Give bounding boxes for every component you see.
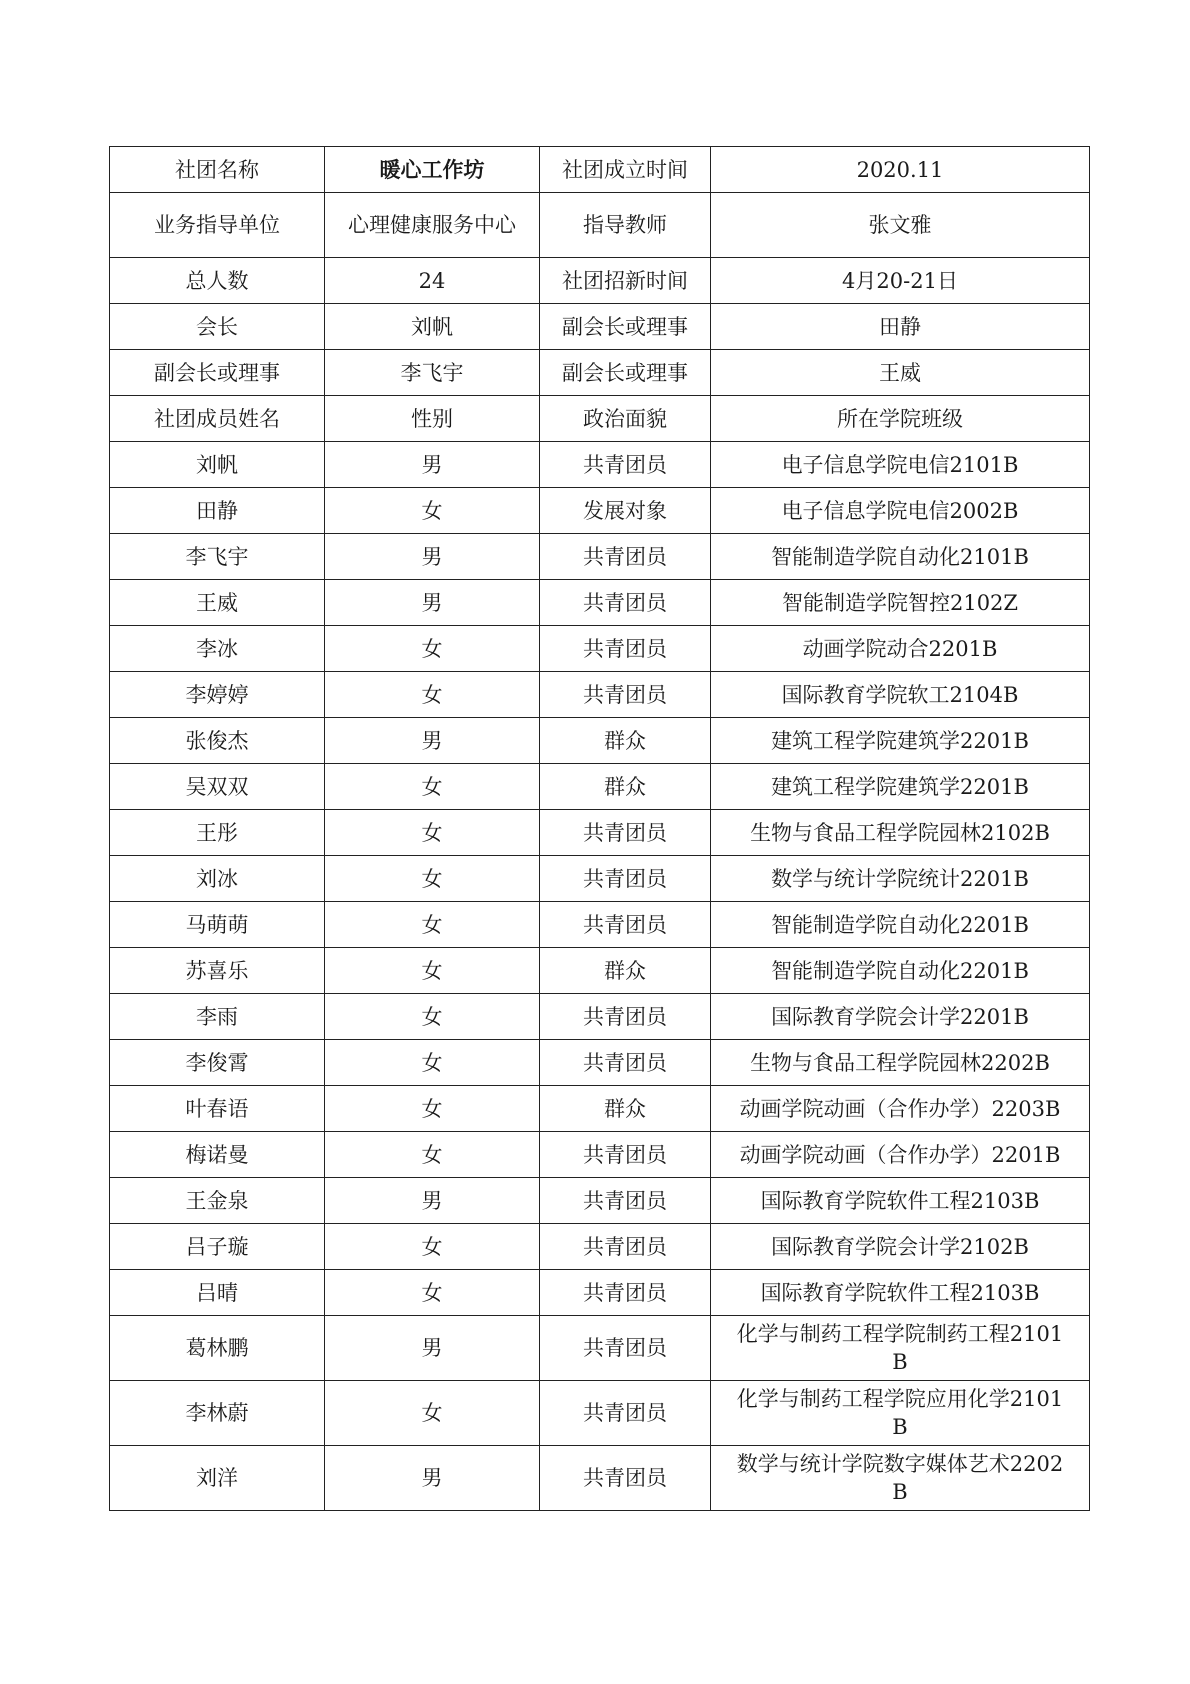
member-college-class-cell <box>711 1446 1090 1511</box>
members-header-row <box>110 396 1090 442</box>
member-row <box>110 1381 1090 1446</box>
unit-label: 业务指导单位 <box>110 193 325 258</box>
vp-value: 田静 <box>711 304 1090 350</box>
member-political-status: 群众 <box>540 948 711 994</box>
member-name: 吕晴 <box>110 1270 325 1316</box>
member-college-class: 国际教育学院软件工程2103B <box>711 1270 1090 1316</box>
member-gender: 男 <box>325 1178 540 1224</box>
member-college-class-cell <box>711 1381 1090 1446</box>
member-row <box>110 764 1090 810</box>
vp-value: 李飞宇 <box>325 350 540 396</box>
member-gender: 女 <box>325 1270 540 1316</box>
member-political-status: 共青团员 <box>540 534 711 580</box>
header-gender: 性别 <box>325 396 540 442</box>
member-name: 梅诺曼 <box>110 1132 325 1178</box>
member-name: 李冰 <box>110 626 325 672</box>
info-row-club <box>110 147 1090 193</box>
member-political-status: 发展对象 <box>540 488 711 534</box>
unit-value: 心理健康服务中心 <box>348 213 516 237</box>
member-gender: 女 <box>325 1132 540 1178</box>
member-row <box>110 672 1090 718</box>
member-college-class: 电子信息学院电信2101B <box>711 442 1090 488</box>
member-political-status: 群众 <box>540 1086 711 1132</box>
recruit-label: 社团招新时间 <box>540 258 711 304</box>
member-college-class: 智能制造学院智控2102Z <box>711 580 1090 626</box>
info-row-leaders-1 <box>110 304 1090 350</box>
member-row <box>110 1270 1090 1316</box>
member-political-status: 共青团员 <box>540 810 711 856</box>
total-value: 24 <box>325 258 540 304</box>
member-gender: 女 <box>325 1224 540 1270</box>
member-college-class: 化学与制药工程学院应用化学2101B <box>736 1387 1064 1439</box>
member-name: 王彤 <box>110 810 325 856</box>
member-college-class: 建筑工程学院建筑学2201B <box>711 718 1090 764</box>
member-name: 王金泉 <box>110 1178 325 1224</box>
member-political-status: 共青团员 <box>540 994 711 1040</box>
member-name: 苏喜乐 <box>110 948 325 994</box>
vp-label: 副会长或理事 <box>110 350 325 396</box>
member-political-status: 共青团员 <box>540 1224 711 1270</box>
member-row <box>110 1178 1090 1224</box>
member-political-status: 共青团员 <box>540 672 711 718</box>
president-label: 会长 <box>110 304 325 350</box>
member-row <box>110 1132 1090 1178</box>
club-name-value: 暖心工作坊 <box>325 147 540 193</box>
member-college-class: 数学与统计学院数字媒体艺术2202B <box>736 1452 1064 1504</box>
member-row <box>110 718 1090 764</box>
member-college-class: 国际教育学院会计学2201B <box>711 994 1090 1040</box>
teacher-value: 张文雅 <box>711 193 1090 258</box>
member-political-status: 共青团员 <box>540 1270 711 1316</box>
member-political-status: 共青团员 <box>540 626 711 672</box>
member-college-class: 国际教育学院会计学2102B <box>711 1224 1090 1270</box>
club-roster-table <box>109 146 1090 1511</box>
member-name: 李林蔚 <box>110 1381 325 1446</box>
member-name: 吴双双 <box>110 764 325 810</box>
member-row <box>110 948 1090 994</box>
member-political-status: 共青团员 <box>540 442 711 488</box>
member-gender: 男 <box>325 718 540 764</box>
member-gender: 女 <box>325 856 540 902</box>
member-name: 李飞宇 <box>110 534 325 580</box>
member-political-status: 群众 <box>540 718 711 764</box>
founded-value: 2020.11 <box>711 147 1090 193</box>
vp-label: 副会长或理事 <box>540 350 711 396</box>
member-row <box>110 488 1090 534</box>
teacher-label: 指导教师 <box>540 193 711 258</box>
member-gender: 女 <box>325 626 540 672</box>
member-row <box>110 442 1090 488</box>
member-gender: 女 <box>325 672 540 718</box>
member-gender: 女 <box>325 994 540 1040</box>
member-name: 马萌萌 <box>110 902 325 948</box>
member-college-class: 生物与食品工程学院园林2102B <box>711 810 1090 856</box>
total-label: 总人数 <box>110 258 325 304</box>
member-political-status: 共青团员 <box>540 856 711 902</box>
member-gender: 女 <box>325 948 540 994</box>
member-row <box>110 902 1090 948</box>
member-name: 刘帆 <box>110 442 325 488</box>
member-name: 葛林鹏 <box>110 1316 325 1381</box>
member-row <box>110 534 1090 580</box>
member-college-class: 动画学院动合2201B <box>711 626 1090 672</box>
member-gender: 女 <box>325 488 540 534</box>
member-name: 刘冰 <box>110 856 325 902</box>
member-gender: 男 <box>325 1316 540 1381</box>
member-college-class: 生物与食品工程学院园林2202B <box>711 1040 1090 1086</box>
member-college-class: 电子信息学院电信2002B <box>711 488 1090 534</box>
member-name: 李雨 <box>110 994 325 1040</box>
member-college-class-cell <box>711 1316 1090 1381</box>
member-college-class: 数学与统计学院统计2201B <box>711 856 1090 902</box>
info-row-leaders-2 <box>110 350 1090 396</box>
member-college-class: 动画学院动画（合作办学）2203B <box>711 1086 1090 1132</box>
member-gender: 男 <box>325 534 540 580</box>
member-college-class: 动画学院动画（合作办学）2201B <box>711 1132 1090 1178</box>
club-roster-sheet <box>109 146 1089 1511</box>
member-political-status: 共青团员 <box>540 1446 711 1511</box>
member-name: 王威 <box>110 580 325 626</box>
member-row <box>110 626 1090 672</box>
member-gender: 女 <box>325 1381 540 1446</box>
info-row-unit <box>110 193 1090 258</box>
member-name: 田静 <box>110 488 325 534</box>
member-name: 张俊杰 <box>110 718 325 764</box>
member-row <box>110 1316 1090 1381</box>
member-gender: 女 <box>325 764 540 810</box>
member-college-class: 国际教育学院软件工程2103B <box>711 1178 1090 1224</box>
unit-value-cell <box>325 193 540 258</box>
member-college-class: 国际教育学院软工2104B <box>711 672 1090 718</box>
member-row <box>110 1086 1090 1132</box>
member-political-status: 群众 <box>540 764 711 810</box>
member-political-status: 共青团员 <box>540 1132 711 1178</box>
header-name: 社团成员姓名 <box>110 396 325 442</box>
member-row <box>110 856 1090 902</box>
member-political-status: 共青团员 <box>540 1178 711 1224</box>
member-college-class: 建筑工程学院建筑学2201B <box>711 764 1090 810</box>
member-political-status: 共青团员 <box>540 580 711 626</box>
member-row <box>110 810 1090 856</box>
club-name-label: 社团名称 <box>110 147 325 193</box>
member-name: 李婷婷 <box>110 672 325 718</box>
recruit-value: 4月20-21日 <box>711 258 1090 304</box>
info-row-total <box>110 258 1090 304</box>
vp-value: 王威 <box>711 350 1090 396</box>
member-political-status: 共青团员 <box>540 1040 711 1086</box>
member-name: 叶春语 <box>110 1086 325 1132</box>
member-political-status: 共青团员 <box>540 1316 711 1381</box>
member-row <box>110 994 1090 1040</box>
member-row <box>110 1446 1090 1511</box>
member-name: 李俊霄 <box>110 1040 325 1086</box>
founded-label: 社团成立时间 <box>540 147 711 193</box>
member-college-class: 智能制造学院自动化2201B <box>711 902 1090 948</box>
member-gender: 女 <box>325 902 540 948</box>
member-college-class: 智能制造学院自动化2101B <box>711 534 1090 580</box>
header-political-status: 政治面貌 <box>540 396 711 442</box>
member-political-status: 共青团员 <box>540 1381 711 1446</box>
member-gender: 女 <box>325 1086 540 1132</box>
member-gender: 男 <box>325 442 540 488</box>
vp-label: 副会长或理事 <box>540 304 711 350</box>
member-row <box>110 580 1090 626</box>
member-gender: 男 <box>325 1446 540 1511</box>
president-value: 刘帆 <box>325 304 540 350</box>
member-gender: 男 <box>325 580 540 626</box>
member-political-status: 共青团员 <box>540 902 711 948</box>
member-name: 刘洋 <box>110 1446 325 1511</box>
member-gender: 女 <box>325 1040 540 1086</box>
member-college-class: 化学与制药工程学院制药工程2101B <box>736 1322 1064 1374</box>
member-college-class: 智能制造学院自动化2201B <box>711 948 1090 994</box>
member-gender: 女 <box>325 810 540 856</box>
member-row <box>110 1040 1090 1086</box>
header-college-class: 所在学院班级 <box>711 396 1090 442</box>
member-name: 吕子璇 <box>110 1224 325 1270</box>
member-row <box>110 1224 1090 1270</box>
